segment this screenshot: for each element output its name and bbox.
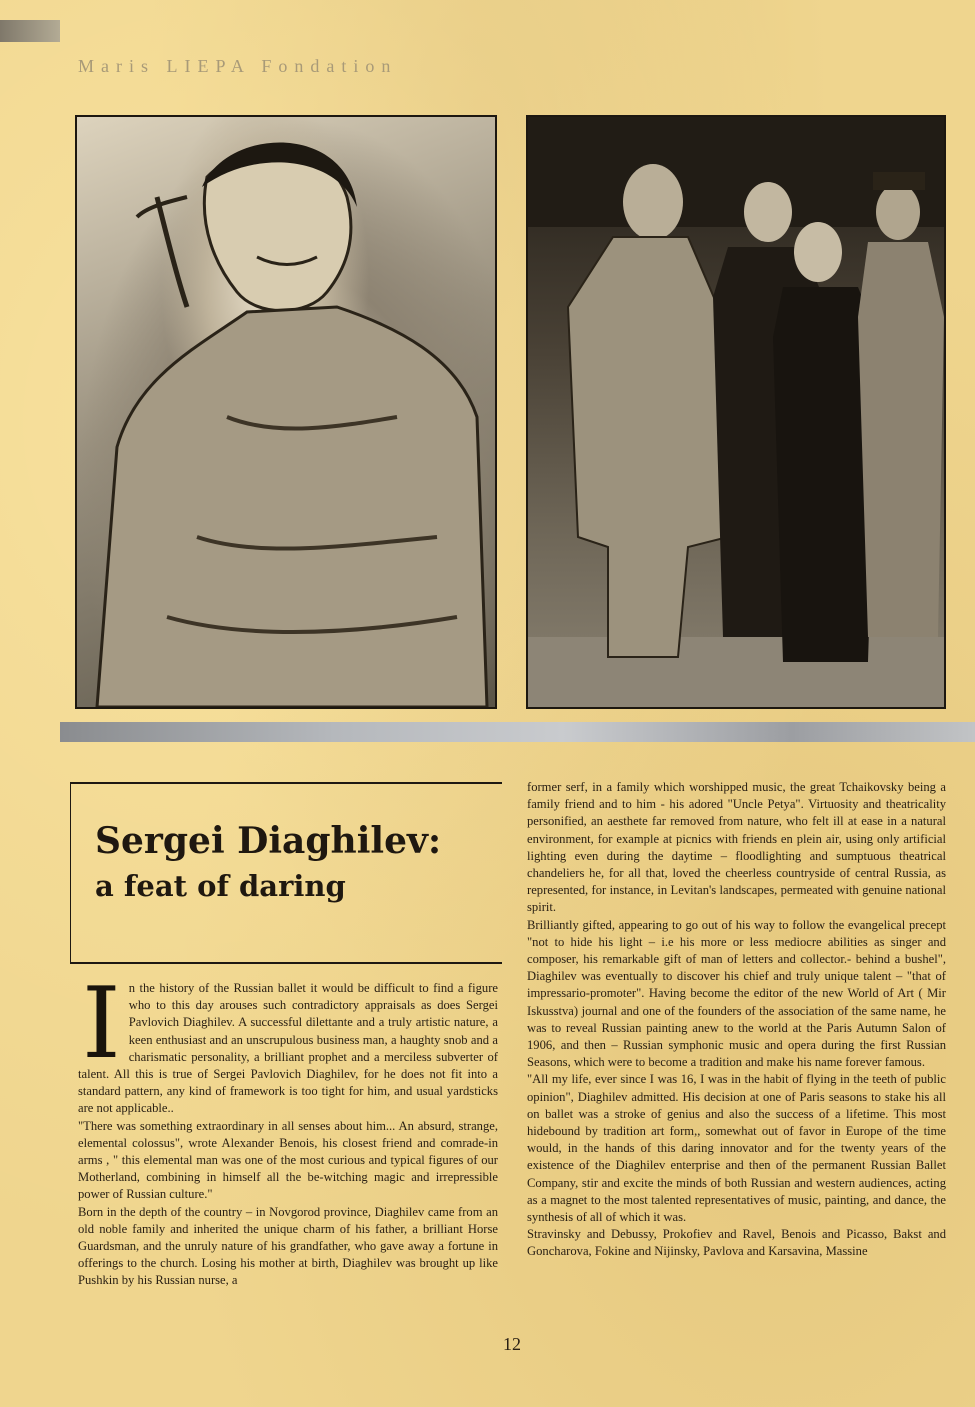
figure-4: [858, 172, 944, 637]
paragraph: Born in the depth of the country – in Novgorod province, Diaghilev came from an old noble family and inherited the unique charm of his father, a brilliant Horse Guardsman, and the unruly nature of his grandfather, who gave away a fortune in offerings to the church. Losing his mother at birth, Diaghilev was brought up like Pushkin by his Russian nurse, a: [78, 1204, 498, 1288]
figure-1: [568, 164, 728, 657]
title-rule-left: [70, 784, 71, 962]
group-photograph: [526, 115, 946, 709]
portrait-painting: [75, 115, 497, 709]
title-rule-top: [70, 782, 502, 784]
paragraph: "There was something extraordinary in all senses about him... An absurd, strange, elemental colossus", wrote Alexander Benois, his closest friend and comrade-in arms , " this elemental man was one of the most curious and typical figures of our Motherland, combining in himself all the be-witching magic and irrepressible power of Russian culture.": [78, 1118, 498, 1202]
corner-tab: [0, 20, 60, 42]
foundation-header: Maris LIEPA Fondation: [78, 56, 398, 76]
page-number: 12: [503, 1334, 521, 1354]
paragraph: Stravinsky and Debussy, Prokofiev and Ravel, Benois and Picasso, Bakst and Goncharova, Fokine and Nijinsky, Pavlova and Karsavina, Massine: [527, 1227, 946, 1259]
paragraph: "All my life, ever since I was 16, I was in the habit of flying in the teeth of public opinion", Diaghilev admitted. His decision at one of Paris seasons to stake his all on ballet was a stroke of genius and also the success of a lifetime. This most hidebound by tradition art form,, somewhat out of favor in Europe of the time would, in the hands of this daring innovator and for the twenty years of the existence of the Diaghilev enterprise and then of the permanent Russian Ballet Company, stir and excite the minds of both Russian and western audiences, acting as a magnet to the most talented representatives of music, painting, and dance, the synthesis of all of which it was.: [527, 1072, 946, 1225]
left-column: [78, 967, 498, 1290]
drop-cap: I: [82, 967, 121, 1081]
right-column: [527, 779, 946, 1261]
paragraph: former serf, in a family which worshipped music, the great Tchaikovsky being a family friend and to him - his adored "Uncle Petya". Virtuosity and theatricality personified, an aesthete far removed from nature, who felt ill at ease in a natural environment, for example at picnics with friends en plein air, using only artificial lighting even during the daytime – floodlighting and sumptuous theatrical chandeliers he, for all that, loved the cheerless countryside of central Russia, as represented, for instance, in Levitan's landscapes, permeated with genuine national spirit.: [527, 780, 946, 915]
group-figures: [528, 117, 944, 707]
article-title: Sergei Diaghilev:: [95, 820, 442, 862]
paragraph: n the history of the Russian ballet it would be difficult to find a figure who to this day arouses such contradictory appraisals as does Sergei Pavlovich Diaghilev. A successful dilettante and a truly artistic nature, a keen enthusiast and an unscrupulous business man, a haughty snob and a charismatic personality, a brilliant prophet and a merciless subverter of talent. All this is true of Sergei Pavlovich Diaghilev, for he does not fit into a standard pattern, any kind of framework is too tight for him, and usual yardsticks are not applicable..: [78, 981, 498, 1116]
paragraph: Brilliantly gifted, appearing to go out of his way to follow the evangelical precept "not to hide his light – i.e his more or less mediocre abilities as singer and composer, his remarkable gift of man of letters and collector.- behind a bushel", Diaghilev was eventually to discover his chief and truly unique talent – "that of impressario-promoter". Having become the editor of the new World of Art ( Mir Iskusstva) journal and one of the founders of the association of the same name, he was to reveal Russian painting anew to the world at the Paris Autumn Salon of 1906, and then – Russian symphonic music and opera during the first Russian Seasons, which were to become a tradition and make his name forever famous.: [527, 917, 946, 1070]
title-rule-bottom: [70, 962, 502, 964]
portrait-sketch: [77, 117, 495, 707]
article-subtitle: a feat of daring: [95, 869, 346, 903]
title-block: [95, 820, 441, 904]
separator-bar: [60, 722, 975, 742]
